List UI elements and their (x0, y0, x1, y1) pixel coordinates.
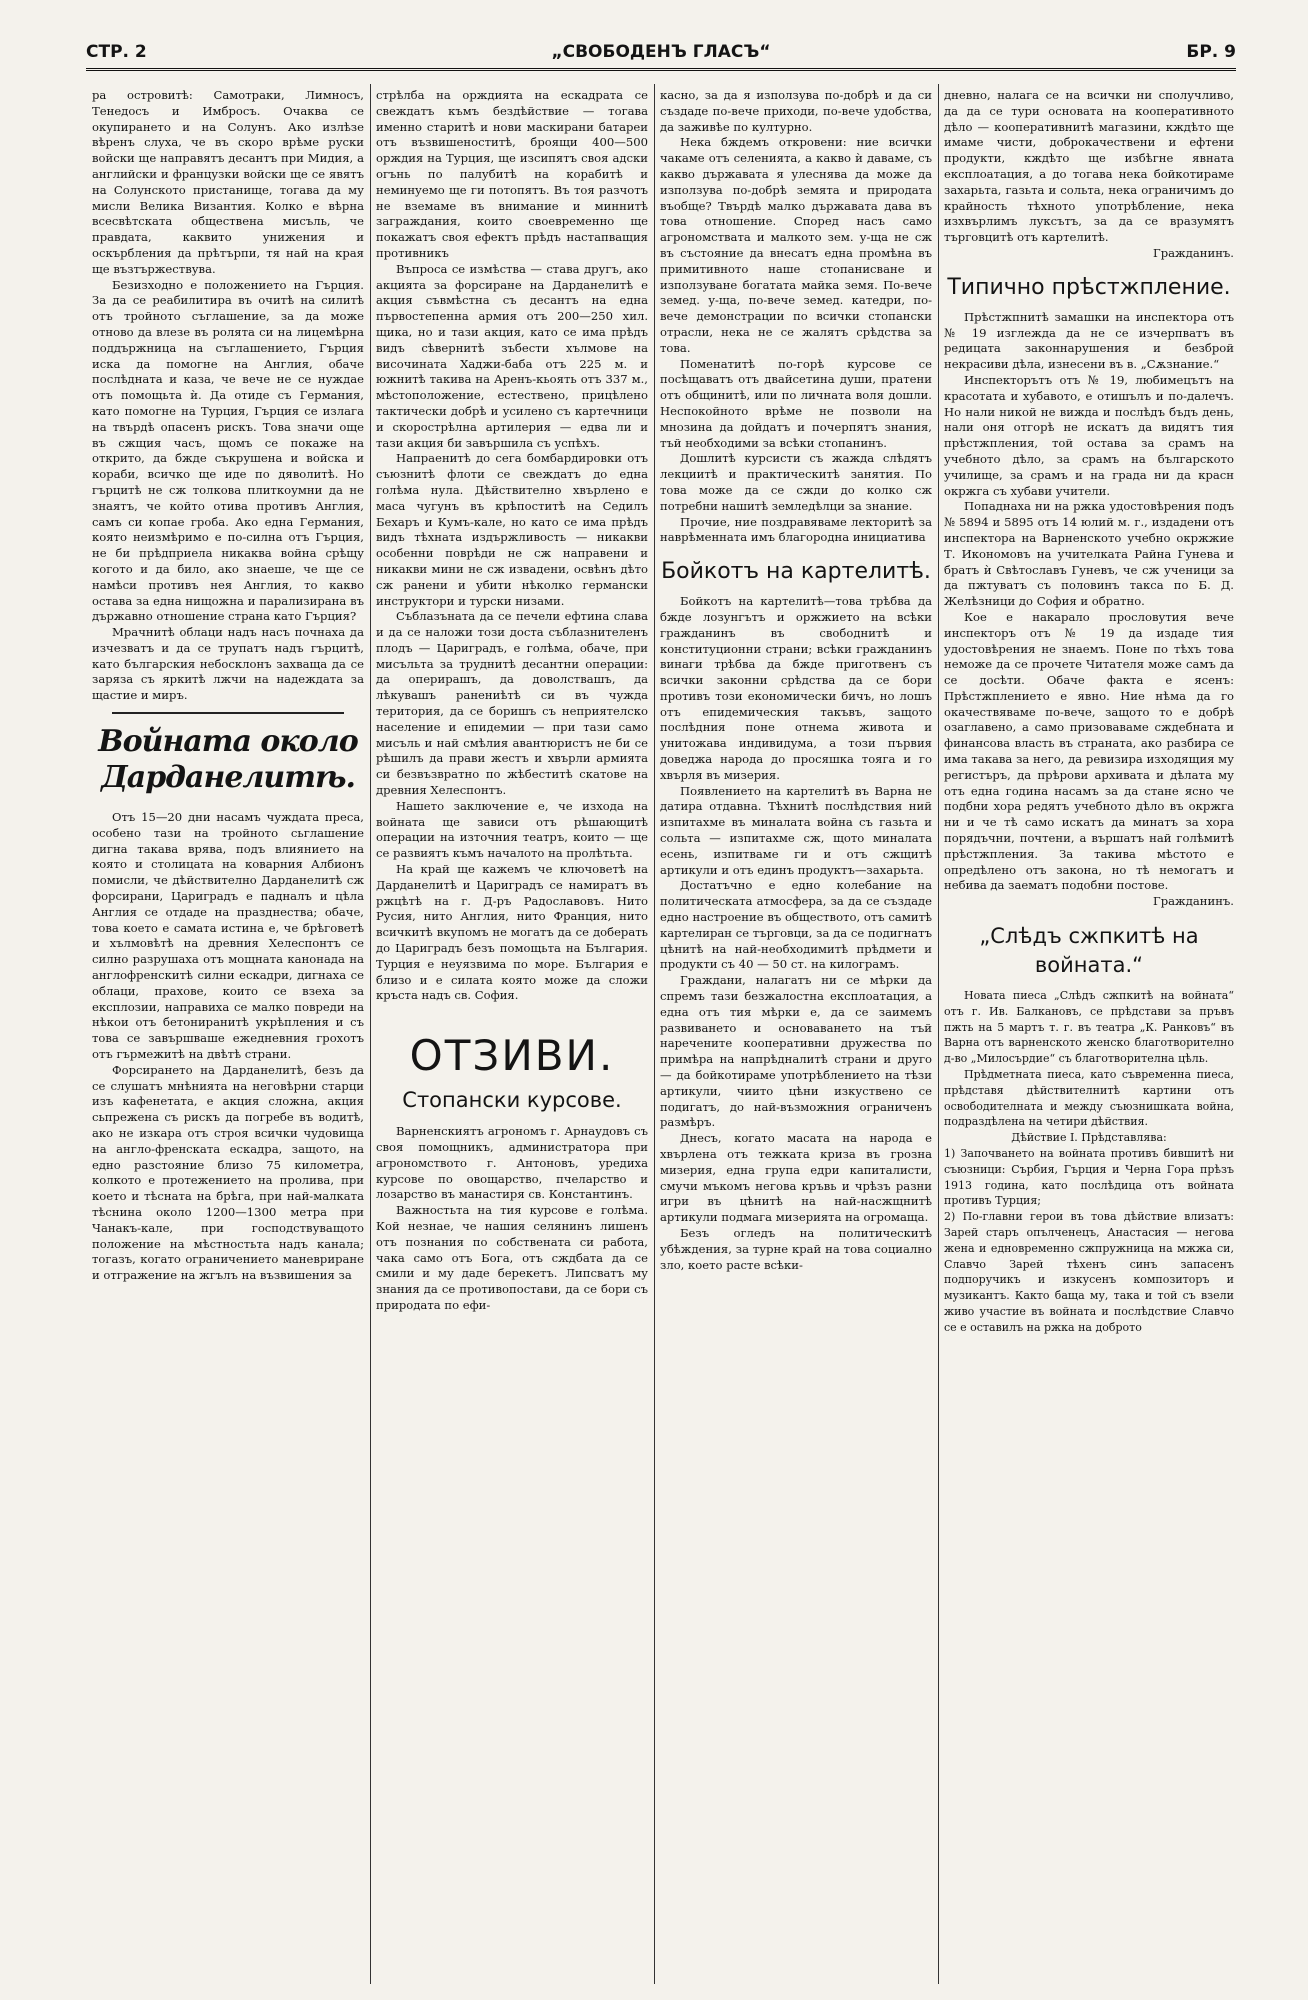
article-paragraph: Попаднаха ни на ржка удостовѣрения подъ № 5894 и 5895 отъ 14 юлий м. г., издадени отъ инспектора на Варненското учебно окржжие Т. Икономовъ на учителката Райна Гунева и братъ ѝ Свѣтославъ Гуневъ, че сж ученици за да пжтуватъ съ половинъ такса по Б. Д. Желѣзници до София и обратно. (944, 499, 1234, 609)
list-item: 1) Започването на войната противъ бившитѣ ни съюзници: Сърбия, Гърция и Черна Гора прѣзъ 1913 година, като послѣдица отъ войната противъ Турция; (944, 1147, 1234, 1208)
column-2 (376, 88, 648, 1986)
column-divider (654, 84, 655, 1984)
article-paragraph: Нашето заключение е, че изхода на войната ще зависи отъ рѣшающитѣ операции на източния театръ, които — ще се развиятъ къмъ началото на пролѣтьта. (376, 798, 648, 861)
article-paragraph: касно, за да я използува по-добрѣ и да си създаде по-вече приходи, по-вече удобства, да заживѣе по културно. (660, 88, 932, 134)
article-paragraph: Граждани, налагатъ ни се мѣрки да спремъ тази безжалостна експлоатация, а една отъ тия мѣрки е, да се заимемъ развиването и основаването на тъй наречените кооперативни дружества по примѣра на напрѣдналитѣ страни и друго — да бойкотираме употрѣблението на тѣзи артикули, чиито цѣни изкуствено се подигатъ, до най-възможния ограниченъ размѣръ. (660, 973, 932, 1130)
article-paragraph: Варненскиятъ агрономъ г. Арнаудовъ съ своя помощникъ, администратора при агрономството г. Антоновъ, уредиха курсове по овощарство, пчеларство и лозарство въ манастиря св. Константинъ. (376, 1124, 648, 1202)
page-header (86, 38, 1236, 71)
article-paragraph: Отъ 15—20 дни насамъ чуждата преса, особено тази на тройното сьглашение дигна такава врява, подъ влиянието на която и столицата на коварния Албионъ помисли, че дѣйствително Дарданелитѣ сж форсирани, Цариградъ е падналъ и цѣла Англия се отдаде на празднества; обаче, това което е самата истина е, че брѣговетѣ и хълмовѣтѣ на древния Хелеспонтъ се силно разрушаха отъ мощната канонада на англофренскитѣ силни ескадри, дигнаха се облаци, прахове, които се взеха за експлозии, направиха се малко повреди на нѣкои отъ бетониранитѣ укрѣпления и съ това се завършваше ежедневния грохотъ отъ гърмежитѣ на двѣтѣ страни. (92, 810, 364, 1062)
article-paragraph: Кое е накарало прословутия вече инспекторъ отъ № 19 да издаде тия удостовѣрения не знаемъ. Поне по тѣхъ това неможе да се прочете Читателя може самъ да се досѣти. Обаче факта е ясенъ: Прѣстжплението е явно. Ние нѣма да го окачествяваме по-вече, защото то е добрѣ озаглавено, а само призоваваме сждебната и финансова власть въ страната, ако разбира се има такава за него, да ревизира изходящия му регистъръ, да прѣрови архивата и дѣлата му отъ една година насамъ за да стане ясно че подбни хора редятъ учебното дѣло въ окржга ни и че тѣ само искатъ да минатъ за хора порядъчни, почтени, а вършатъ най голѣмитѣ прѣстжпления. За такива мѣстото е опредѣлено отъ закона, но тѣ немогатъ и небива да заематъ подобни постове. (944, 609, 1234, 893)
article-paragraph: Безизходно е положението на Гърция. За да се реабилитира въ очитѣ на силитѣ отъ тройното съглашение, за да може отново да влезе въ ролята си на лицемѣрна поддържница на съглашението, Гърция иска да помогне на Англия, обаче послѣдната и каза, че вече не се нуждае отъ помощьта ѝ. Да отиде съ Германия, като помогне на Турция, Гърция се излага на твърдѣ опасенъ рискъ. Това значи още въ сжщия часъ, щомъ се покаже на открито, да бжде съкрушена и войска и кораби, всичко ще иде по дяволитѣ. Но гърцитѣ не сж толкова плиткоумни да не знаятъ, че който отива противъ Англия, самъ си копае гроба. Ако една Германия, която неизмѣримо е по-силна отъ Гърция, не би прѣдприела никаква война срѣщу когото и да било, ако знаеше, че ще се намѣси противъ нея Англия, то какво остава за една нищожна и парализирана въ държавно отношение страна като Гърция? (92, 277, 364, 624)
article-paragraph: Появлението на картелитѣ въ Варна не датира отдавна. Тѣхнитѣ послѣдствия ний изпитахме въ миналата война съ газьта и сольта — изпитахме сж, щото миналата есень, изпитваме ги и отъ сжщитѣ артикули и отъ единъ продуктъ—захарьта. (660, 783, 932, 877)
article-title-boycott: Бойкотъ на картелитѣ. (661, 559, 931, 585)
page-number: СТР. 2 (86, 42, 147, 62)
author-signature: Гражданинъ. (1153, 894, 1234, 909)
article-paragraph: Важностьта на тия курсове е голѣма. Кой незнае, че нашия селянинъ лишенъ отъ познания по собствената си работа, чака само отъ Бога, отъ сждбата да се смили и му даде берекетъ. Липсватъ му знания да се противопостави, да се бори съ природата по ефи- (376, 1203, 648, 1312)
article-paragraph: Форсирането на Дарданелитѣ, безъ да се слушатъ мнѣнията на неговѣрни старци изъ кафенетата, е акция сложна, акция сьпрежена съ рискъ да погребе въ водитѣ, ако не изкара отъ строя всички чудовища на англо-френската ескадра, защото, на едно разстояние близо 75 километра, колкото е протежението на пролива, при което и тѣсната на брѣга, при най-малката тѣснина около 1200—1300 метра при Чанакъ-кале, при господствуващото положение на мѣстностьта надъ канала; тогазъ, когато ограничението маневриране и отгражение на жгълъ на възвишения за (92, 1062, 364, 1283)
column-4 (944, 88, 1234, 1986)
section-title-reviews: ОТЗИВИ. (409, 1031, 615, 1081)
article-paragraph: Прѣстжпнитѣ замашки на инспектора отъ № 19 изглежда да не се изчерпватъ въ редицата законнарушения и безброй некрасиви дѣла, изнесени въ в. „Сѫзнание.“ (944, 309, 1234, 372)
article-paragraph: Достатъчно е едно колебание на политическата атмосфера, за да се създаде едно настроение въ обществото, отъ самитѣ картелиран се търговци, за да се подигнатъ цѣнитѣ на най-необходимитѣ прѣдмети и продукти съ 40 — 50 ст. на килограмъ. (660, 878, 932, 972)
article-paragraph: дневно, налага се на всички ни сполучливо, да да се тури основата на кооперативното дѣло — кооперативнитѣ магазини, кждѣто ще имаме чисти, доброкачествени и ефтени продукти, кждѣто ще избѣгне явната експлоатация, а до тогава нека бойкотираме захарьта, газьта и сольта, нека ограничимъ до крайность тѣхното употрѣбление, нека изхвърлимъ луксътъ, за да се вразумятъ търговцитѣ отъ картелитѣ. (944, 88, 1234, 245)
column-1 (92, 88, 364, 1986)
article-paragraph: Въпроса се измѣства — става другъ, ако акцията за форсиране на Дарданелитѣ е акция съвмѣстна съ десантъ на една първостепенна армия отъ 200—250 хил. щика, но и тази акция, като се има прѣдъ видъ сѣвернитѣ зъбести хълмове на височината Хаджи-баба отъ 225 м. и южнитѣ такива на Аренъ-кьоять отъ 337 м., мѣстоположение, естествено, прицѣлено тактически добрѣ и усилено съ картечници и скорострѣлна артилерия — едва ли и тази акция би завършила съ успѣхъ. (376, 261, 648, 450)
article-paragraph: Нека бждемъ откровени: ние всички чакаме отъ селенията, а какво ѝ даваме, съ какво държавата я улеснява да може да използува по-добрѣ земята и природата въобще? Твърдѣ малко държавата дава въ това отношение. Според насъ само агрономствата и малкото зем. у-ща не сж въ състояние да внесатъ една промѣна въ примитивното наше стопанисване и използуване богатата майка земя. По-вече земед. у-ща, по-вече земед. катедри, по-вече демонстрации по всички стопански отрасли, нека не се жалятъ срѣдства за това. (660, 135, 932, 355)
issue-number: БР. 9 (1186, 42, 1236, 62)
article-title-play: „Слѣдъ сжпкитѣ на войната.“ (979, 924, 1199, 978)
article-paragraph: Безъ огледъ на политическитѣ убѣждения, за турне край на това социално зло, което расте всѣки- (660, 1225, 932, 1272)
article-paragraph: Мрачнитѣ облаци надъ насъ почнаха да изчезватъ и да се трупатъ надъ гърцитѣ, като българския небосклонъ захваща да се заряза съ яркитѣ лжчи на надеждата за щастие и миръ. (92, 625, 364, 703)
article-paragraph: Поменатитѣ по-горѣ курсове се посѣщаватъ отъ двайсетина души, пратени отъ общинитѣ, или по личната воля дошли. Неспокойното врѣме не позволи на мнозина да дойдатъ и почерпятъ знания, тъй необходими за всѣки стопанинъ. (660, 356, 932, 450)
separator-line (112, 712, 344, 714)
list-item: 2) По-главни герои въ това дѣйствие влизатъ: Зарей старъ опълченецъ, Анастасия — негова жена и едновременно сжпружница на мжжа си, Славчо Зарей тѣхенъ синъ запасенъ подпоручикъ и изкусенъ композиторъ и музикантъ. Както баща му, така и той съ взели живо участие въ войната и послѣдствие Славчо се е оставилъ на ржка на доброто (944, 1210, 1234, 1334)
article-paragraph: Прѣдметната пиеса, като съвременна пиеса, прѣдставя дѣйствителнитѣ картини отъ освободителната и между съюзнишката война, подраздѣлена на четири дѣйствия. (944, 1068, 1234, 1129)
article-title-courses: Стопански курсове. (402, 1088, 622, 1113)
article-paragraph: Напраенитѣ до сега бомбардировки отъ съюзнитѣ флоти се свеждатъ до една голѣма нула. Дѣйствително хвърлено е маса чугунъ въ крѣпоститѣ на Седилъ Бехаръ и Кумъ-кале, но като се има прѣдъ видъ тѣхната издържливость — никакви особенни поврѣди не сж направени и никакви мини не сж извадени, освѣнъ дѣто сж ранени и убити нѣколко германски инструктори и турски низами. (376, 451, 648, 608)
article-title-dardanelles: Войната около Дарданелитѣ. (98, 724, 358, 796)
article-paragraph: ра островитѣ: Самотраки, Лимносъ, Тенедосъ и Имбросъ. Очаква се окупирането и на Солунъ. Ако излѣзе вѣренъ слуха, че въ скоро врѣме руски войски ще направятъ десантъ при Мидия, а английски и французки войски ще се явятъ на Солунското пристанище, тогава да му мисли Велика Византия. Колко е вѣрна всесвѣтската обществена мисъль, че правдата, каквито унижения и оскърбления да прѣтърпи, тя най на края ще възтържествува. (92, 88, 364, 276)
column-divider (370, 84, 371, 1984)
article-paragraph: Дошлитѣ курсисти съ жажда слѣдятъ лекциитѣ и практическитѣ занятия. По това може да се сжди до колко сж потребни нашитѣ земледѣлци за знание. (660, 451, 932, 513)
article-paragraph: Бойкотъ на картелитѣ—това трѣбва да бжде лозунгътъ и оржжието на всѣки гражданинъ въ свободнитѣ и конституционни страни; всѣки гражданинъ винаги трѣбва да бжде приготвенъ съ всички законни срѣдства да се бори противъ този економически бичъ, но лошъ отъ епидемическия такъвъ, защото послѣдния поне отнема живота и унитожава индивидума, а този първия доведжа народа до просяшка тояга и го хвърля въ мизерия. (660, 594, 932, 782)
act-heading: Дѣйствие I. Прѣдставлява: (1011, 1131, 1167, 1145)
column-divider (938, 84, 939, 1984)
column-3 (660, 88, 932, 1986)
article-paragraph: стрѣлба на орждията на ескадрата се свеждатъ къмъ бездѣйствие — тогава именно старитѣ и нови маскирани батареи отъ възвишеноститѣ, броящи 400—500 орждия на Турция, ще изсипятъ своя адски огънь по палубитѣ на корабитѣ и неминуемо ще ги потопятъ. Въ тоя разчотъ не вземаме въ внимание и миннитѣ заграждания, които своевременно ще покажатъ своя ефектъ прѣдъ настапващия противникъ (376, 88, 648, 260)
article-paragraph: На край ще кажемъ че ключоветѣ на Дарданелитѣ и Цариградъ се намиратъ въ ржцѣтѣ на г. Д-ръ Радославовъ. Нито Русия, нито Англия, нито Франция, нито всичкитѣ вкупомъ не могатъ да се доберать до Цариградъ безъ помощьта на България. Турция е неуязвима по море. България е близо и е силата която може да сложи кръста надъ св. София. (376, 862, 648, 1003)
article-paragraph: Прочие, ние поздравяваме лекторитѣ за наврѣменната имъ благородна инициатива (660, 514, 932, 545)
article-paragraph: Съблазъната да се печели ефтина слава и да се наложи този доста съблазнителенъ плодъ — Цариградъ, е голѣма, обаче, при мисъльта за труднитѣ десантни операции: да оперирашъ, да доволствашъ, да лѣкувашъ ранениѣтѣ си въ чужда територия, да се боришъ съ неприятелско население и епидемии — при тази само мисъль и най смѣлия авантюристъ не би се рѣшилъ да прави жестъ и хвърли армията си безвъзвратно по жѣбеститѣ скатове на древния Хелеспонтъ. (376, 609, 648, 798)
article-paragraph: Днесъ, когато масата на народа е хвърлена отъ тежката криза въ грозна мизерия, една група едри капиталисти, смучи мъкомъ негова кръвь и чрѣзъ разни игри въ цѣнитѣ на най-насжщнитѣ артикули подмага мизерията на огромаща. (660, 1131, 932, 1225)
article-paragraph: Новата пиеса „Слѣдъ сжпкитѣ на войната“ отъ г. Ив. Балкановъ, се прѣдстави за пръвъ пжть на 5 мартъ т. г. въ театра „К. Ранковъ“ въ Варна отъ варненското женско благотворително д-во „Милосърдие“ съ благотворителна цѣль. (944, 989, 1234, 1066)
newspaper-title: „СВОБОДЕНЪ ГЛАСЪ“ (551, 42, 771, 62)
article-paragraph: Инспекторътъ отъ № 19, любимецътъ на красотата и хубавото, е отишълъ и по-далечъ. Но нали никой не вижда и послѣдъ бъдъ день, нали оня отгорѣ не искатъ да видятъ тия прѣстжпления, той остава за срамъ на учебното дѣло, за срамъ на българското училище, за срамъ и на града ни да красн окржга съ хубави учители. (944, 372, 1234, 498)
article-title-crime: Типично прѣстжпление. (947, 274, 1231, 300)
author-signature: Гражданинъ. (1153, 245, 1234, 260)
